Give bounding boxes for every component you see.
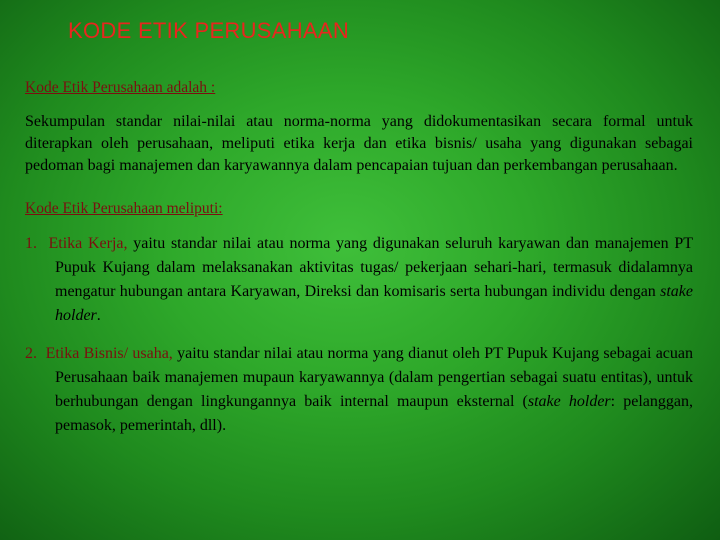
list-italic: stake holder: [527, 393, 611, 410]
list-item-etika-kerja: [25, 232, 693, 328]
list-text: yaitu standar nilai atau norma yang digunakan seluruh karyawan dan manajemen PT Pupuk Kujang dalam melaksanakan aktivitas tugas/ pekerjaan sehari-hari, termasuk didalamnya mengatur hubungan antara Karyawan, Direksi dan komisaris serta hubungan individu dengan: [55, 235, 693, 300]
list-item-etika-bisnis: [25, 342, 693, 438]
definition-heading: Kode Etik Perusahaan adalah :: [25, 79, 216, 96]
scope-heading: Kode Etik Perusahaan meliputi:: [25, 200, 223, 217]
list-number: 2.: [25, 345, 37, 362]
list-number: 1.: [25, 235, 37, 252]
list-text: yaitu standar nilai atau norma yang dianut oleh PT Pupuk Kujang sebagai acuan Perusahaan baik manajemen mupaun karyawannya (dalam pengertian sebagai suatu entitas), untuk berhubungan dengan lingkungannya baik internal maupun eksternal (: [55, 345, 694, 410]
list-term: Etika Kerja,: [48, 235, 128, 252]
definition-text: Sekumpulan standar nilai-nilai atau norma-norma yang didokumentasikan secara formal untuk diterapkan oleh perusahaan, meliputi etika kerja dan etika bisnis/ usaha yang digunakan sebagai pedoman bagi manajemen dan karyawannya dalam pencapaian tujuan dan perkembangan perusahaan.: [25, 113, 693, 174]
list-italic: stake holder: [55, 283, 693, 324]
slide-content: [25, 78, 693, 452]
slide-title: KODE ETIK PERUSAHAAN: [68, 18, 350, 43]
list-term: Etika Bisnis/ usaha,: [45, 345, 173, 362]
list-text-end: : pelanggan, pemasok, pemerintah, dll).: [55, 393, 693, 434]
list-text-end: .: [96, 307, 101, 324]
